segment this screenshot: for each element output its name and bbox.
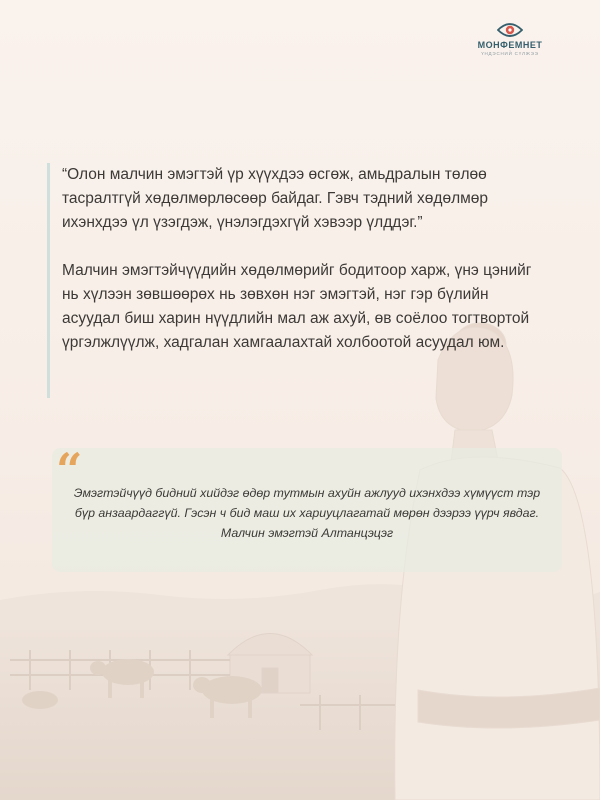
brand-tagline: ҮНДЭСНИЙ СҮЛЖЭЭ bbox=[481, 51, 539, 56]
brand-logo[interactable] bbox=[460, 22, 560, 56]
eye-logo-icon bbox=[497, 22, 523, 38]
article-paragraph: Малчин эмэгтэйчүүдийн хөдөлмөрийг бодитоор харж, үнэ цэнийг нь хүлээн зөвшөөрөх нь зөвхөн нэг эмэгтэй, нэг гэр бүлийн асуудал биш харин нүүдлийн мал аж ахуй, өв соёлоо тогтвортой үргэлжлүүлж, хадгалан хамгаалахтай холбоотой асуудал юм. bbox=[62, 262, 532, 351]
brand-name: МОНФЕМНЕТ bbox=[477, 40, 543, 50]
testimonial-text: Эмэгтэйчүүд бидний хийдэг өдөр тутмын ахуйн ажлууд ихэнхдээ хүмүүст тэр бүр анзаардаггүй. Гэсэн ч бид маш их хариуцлагатай мөрөн дээрээ үүрч явдаг. Малчин эмэгтэй Алтанцэцэг bbox=[73, 486, 541, 540]
quote-mark-icon: “ bbox=[56, 443, 83, 497]
article-quote: “Олон малчин эмэгтэй үр хүүхдээ өсгөж, амьдралын төлөө тасралтгүй хөдөлмөрлөсөөр байдаг. Гэвч тэдний хөдөлмөр ихэнхдээ үл үзэгдэж, үнэлэгдэхгүй хэвээр үлддэг.” bbox=[62, 166, 489, 231]
article-text-block bbox=[47, 163, 537, 398]
testimonial-box bbox=[52, 443, 562, 572]
